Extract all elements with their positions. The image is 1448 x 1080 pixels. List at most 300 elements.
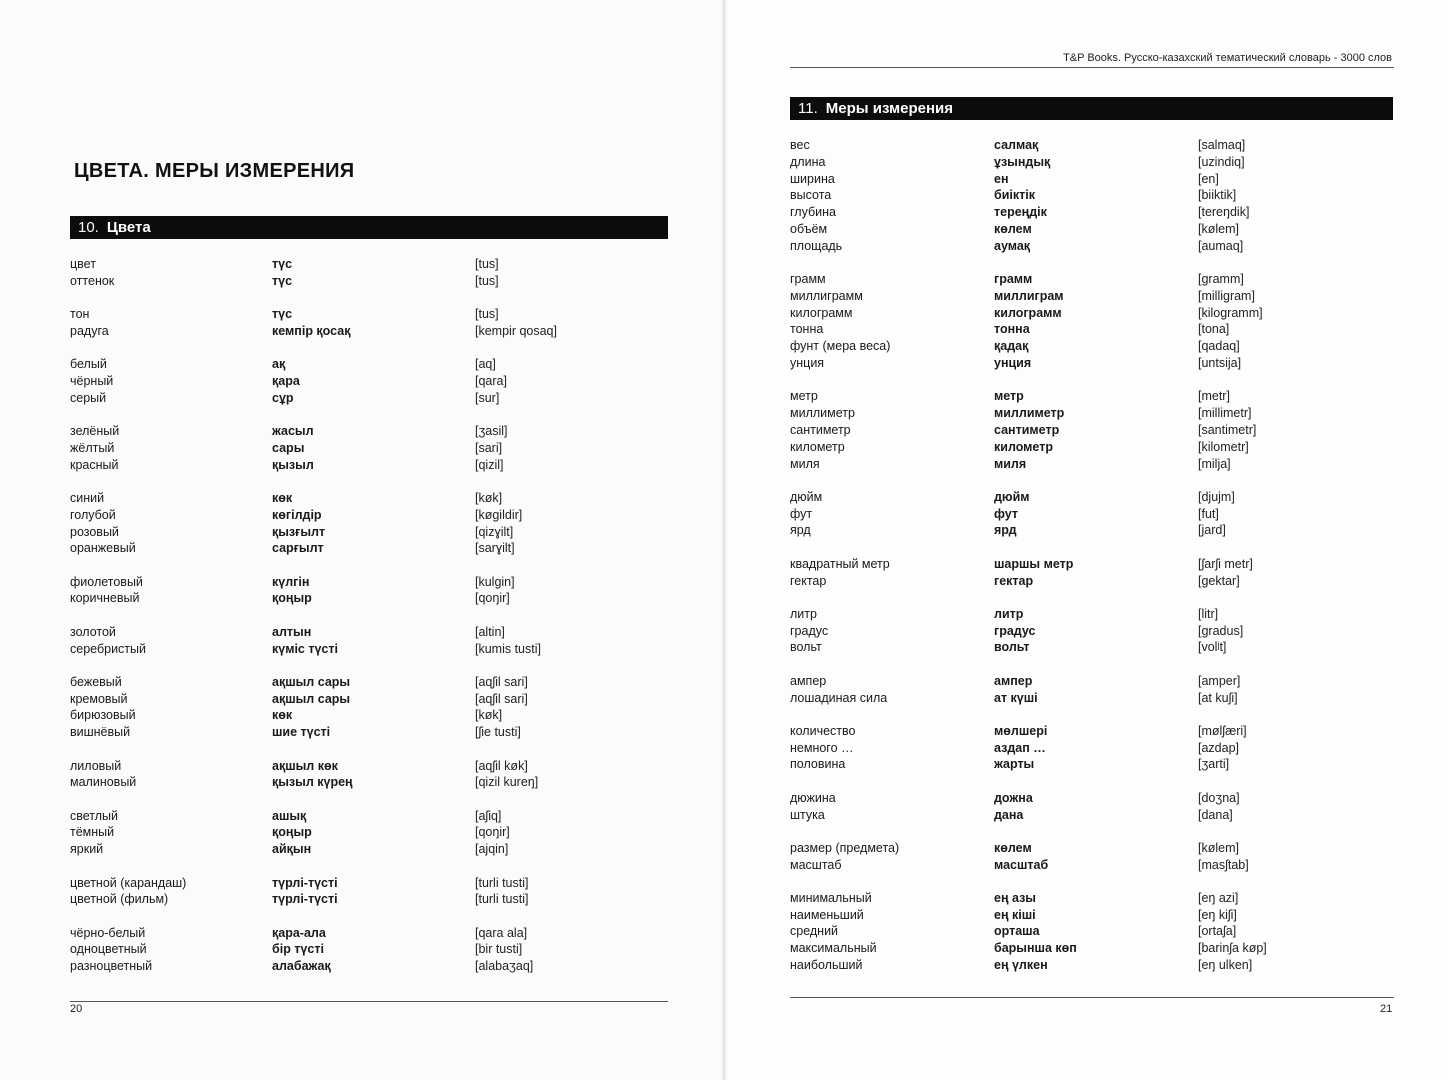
page-number-right: 21 — [1380, 1003, 1393, 1015]
kazakh-word: шие түсті — [272, 725, 331, 740]
vocab-entry — [70, 808, 670, 825]
transcription: [sarɣilt] — [475, 541, 515, 556]
vocab-entry — [790, 940, 1394, 957]
vocab-entry — [790, 489, 1394, 506]
russian-word: малиновый — [70, 775, 137, 790]
russian-word: сантиметр — [790, 422, 851, 437]
kazakh-word: жарты — [994, 757, 1035, 772]
transcription: [dana] — [1198, 807, 1233, 822]
russian-word: синий — [70, 490, 105, 505]
russian-word: миллиграмм — [790, 288, 863, 303]
kazakh-word: шаршы метр — [994, 556, 1074, 571]
transcription: [qizɣilt] — [475, 524, 514, 539]
russian-word: ярд — [790, 523, 811, 538]
vocab-entry — [790, 137, 1394, 154]
vocab-group — [70, 423, 670, 473]
kazakh-word: алтын — [272, 624, 312, 639]
vocab-group — [70, 356, 670, 406]
kazakh-word: ақшыл сары — [272, 691, 351, 706]
vocab-entry — [70, 323, 670, 340]
vocab-group — [790, 840, 1394, 874]
kazakh-word: қызыл күрең — [272, 775, 353, 790]
kazakh-word: мөлшері — [994, 723, 1048, 738]
russian-word: яркий — [70, 842, 104, 857]
vocab-entry — [790, 204, 1394, 221]
vocab-entry — [790, 405, 1394, 422]
transcription: [millimetr] — [1198, 406, 1252, 421]
vocab-entry — [70, 707, 670, 724]
vocab-group — [70, 758, 670, 792]
section-number: 11. — [798, 100, 818, 117]
transcription: [masʃtab] — [1198, 857, 1249, 872]
vocab-entry — [70, 273, 670, 290]
vocab-entry — [70, 306, 670, 323]
russian-word: килограмм — [790, 305, 853, 320]
transcription: [eŋ azi] — [1198, 890, 1239, 905]
russian-word: тёмный — [70, 825, 115, 840]
kazakh-word: қызғылт — [272, 524, 326, 539]
vocab-entry — [70, 774, 670, 791]
section-title: Меры измерения — [825, 100, 954, 117]
kazakh-word: жасыл — [272, 424, 314, 439]
vocab-entry — [790, 355, 1394, 372]
kazakh-word: ярд — [994, 523, 1017, 538]
russian-word: гектар — [790, 573, 827, 588]
kazakh-word: километр — [994, 439, 1053, 454]
vocab-group — [790, 790, 1394, 824]
vocab-entry — [70, 624, 670, 641]
kazakh-word: бір түсті — [272, 942, 324, 957]
vocab-entry — [70, 423, 670, 440]
vocab-entry — [70, 941, 670, 958]
russian-word: минимальный — [790, 890, 872, 905]
vocab-entry — [790, 506, 1394, 523]
transcription: [ʒarti] — [1198, 757, 1230, 772]
transcription: [fut] — [1198, 506, 1219, 521]
russian-word: размер (предмета) — [790, 840, 900, 855]
transcription: [turli tusti] — [475, 875, 529, 890]
russian-word: тон — [70, 307, 90, 322]
kazakh-word: түс — [272, 257, 293, 271]
vocab-entry — [70, 356, 670, 373]
kazakh-word: ақ — [272, 357, 286, 372]
vocab-group — [70, 574, 670, 608]
transcription: [amper] — [1198, 673, 1241, 688]
russian-word: серый — [70, 390, 107, 405]
transcription: [ʃarʃi metr] — [1198, 556, 1253, 571]
russian-word: цветной (фильм) — [70, 892, 169, 907]
kazakh-word: ен — [994, 171, 1009, 186]
transcription: [ʃie tusti] — [475, 725, 521, 740]
transcription: [qoŋir] — [475, 825, 510, 840]
vocab-entry — [790, 171, 1394, 188]
kazakh-word: көк — [272, 490, 293, 505]
russian-word: объём — [790, 221, 828, 236]
kazakh-word: кемпір қосақ — [272, 323, 351, 338]
russian-word: золотой — [70, 624, 116, 639]
kazakh-word: ақшыл көк — [272, 758, 338, 773]
russian-word: дюйм — [790, 489, 823, 504]
vocab-entry — [790, 388, 1394, 405]
kazakh-word: ашық — [272, 808, 307, 823]
russian-word: высота — [790, 188, 832, 203]
transcription: [køk] — [475, 708, 503, 723]
vocab-group — [70, 624, 670, 658]
transcription: [tus] — [475, 273, 499, 288]
kazakh-word: килограмм — [994, 305, 1062, 320]
transcription: [tereŋdik] — [1198, 205, 1250, 220]
vocab-group — [790, 723, 1394, 773]
vocab-entry — [790, 756, 1394, 773]
russian-word: фиолетовый — [70, 574, 143, 589]
kazakh-word: сары — [272, 440, 305, 455]
vocab-entry — [790, 439, 1394, 456]
russian-word: лошадиная сила — [790, 690, 888, 705]
russian-word: тонна — [790, 322, 824, 337]
russian-word: вишнёвый — [70, 725, 131, 740]
russian-word: розовый — [70, 524, 119, 539]
vocab-group — [70, 490, 670, 557]
vocab-entry — [70, 574, 670, 591]
kazakh-word: қоңыр — [272, 591, 312, 606]
vocab-entry — [790, 338, 1394, 355]
section-heading-measures — [790, 97, 1393, 120]
kazakh-word: түрлі-түсті — [272, 875, 338, 890]
vocab-group — [70, 306, 670, 340]
transcription: [tus] — [475, 307, 499, 322]
transcription: [mølʃæri] — [1198, 723, 1247, 738]
kazakh-word: фут — [994, 506, 1018, 521]
vocab-entry — [70, 390, 670, 407]
vocab-entry — [790, 221, 1394, 238]
russian-word: фут — [790, 506, 813, 521]
transcription: [gektar] — [1198, 573, 1240, 588]
kazakh-word: метр — [994, 389, 1024, 404]
transcription: [aʃiq] — [475, 808, 502, 823]
vocab-group — [790, 388, 1394, 472]
vocab-group — [790, 271, 1394, 372]
transcription: [volʲt] — [1198, 640, 1227, 655]
transcription: [biiktik] — [1198, 188, 1237, 203]
russian-word: градус — [790, 623, 829, 638]
transcription: [turli tusti] — [475, 892, 529, 907]
transcription: [gramm] — [1198, 272, 1244, 287]
russian-word: половина — [790, 757, 846, 772]
transcription: [aumaq] — [1198, 238, 1244, 253]
transcription: [qizil] — [475, 457, 504, 472]
russian-word: серебристый — [70, 641, 147, 656]
chapter-title: ЦВЕТА. МЕРЫ ИЗМЕРЕНИЯ — [74, 160, 355, 182]
vocab-entry — [70, 373, 670, 390]
vocab-entry — [790, 690, 1394, 707]
transcription: [uzindiq] — [1198, 154, 1245, 169]
russian-word: ампер — [790, 673, 827, 688]
transcription: [kumis tusti] — [475, 641, 541, 656]
russian-word: дюжина — [790, 790, 836, 805]
transcription: [sur] — [475, 390, 500, 405]
russian-word: метр — [790, 389, 818, 404]
kazakh-word: күміс түсті — [272, 641, 338, 656]
transcription: [ajqin] — [475, 842, 509, 857]
transcription: [kilogramm] — [1198, 305, 1263, 320]
kazakh-word: түрлі-түсті — [272, 892, 338, 907]
transcription: [kilometr] — [1198, 439, 1249, 454]
vocab-entry — [790, 857, 1394, 874]
kazakh-word: дюйм — [994, 489, 1030, 504]
vocab-list-colors — [70, 256, 670, 992]
kazakh-word: ең үлкен — [994, 958, 1048, 973]
transcription: [kempir qosaq] — [475, 323, 557, 338]
russian-word: квадратный метр — [790, 556, 890, 571]
russian-word: унция — [790, 356, 825, 371]
russian-word: красный — [70, 457, 119, 472]
russian-word: белый — [70, 357, 107, 372]
kazakh-word: күлгін — [272, 574, 310, 589]
vocab-entry — [790, 573, 1394, 590]
transcription: [jard] — [1198, 523, 1226, 538]
vocab-entry — [790, 288, 1394, 305]
vocab-entry — [790, 740, 1394, 757]
russian-word: жёлтый — [70, 440, 115, 455]
transcription: [azdap] — [1198, 740, 1240, 755]
transcription: [bir tusti] — [475, 942, 523, 957]
vocab-entry — [790, 907, 1394, 924]
kazakh-word: сантиметр — [994, 422, 1060, 437]
vocab-entry — [790, 321, 1394, 338]
vocab-entry — [70, 691, 670, 708]
transcription: [aqʃil sari] — [475, 691, 528, 706]
kazakh-word: көлем — [994, 840, 1032, 855]
kazakh-word: унция — [994, 356, 1032, 371]
vocab-entry — [70, 256, 670, 273]
vocab-group — [790, 673, 1394, 707]
russian-word: ширина — [790, 171, 835, 186]
kazakh-word: қара — [272, 373, 300, 388]
transcription: [ortaʃa] — [1198, 924, 1237, 939]
vocab-entry — [70, 674, 670, 691]
transcription: [alabaʒaq] — [475, 959, 534, 974]
transcription: [litr] — [1198, 606, 1219, 621]
kazakh-word: алабажақ — [272, 959, 331, 974]
transcription: [kølem] — [1198, 221, 1239, 236]
kazakh-word: ұзындық — [994, 154, 1051, 169]
russian-word: оттенок — [70, 273, 115, 288]
kazakh-word: биіктік — [994, 188, 1035, 203]
russian-word: вольт — [790, 640, 822, 655]
transcription: [milja] — [1198, 456, 1231, 471]
russian-word: цветной (карандаш) — [70, 875, 187, 890]
footer-rule — [70, 1001, 668, 1002]
russian-word: разноцветный — [70, 959, 153, 974]
kazakh-word: көлем — [994, 221, 1032, 236]
transcription: [sari] — [475, 440, 503, 455]
russian-word: километр — [790, 439, 845, 454]
kazakh-word: сұр — [272, 390, 294, 405]
russian-word: средний — [790, 924, 839, 939]
vocab-entry — [790, 957, 1394, 974]
vocab-entry — [70, 958, 670, 975]
header-rule — [790, 67, 1394, 68]
vocab-entry — [790, 890, 1394, 907]
vocab-entry — [70, 925, 670, 942]
transcription: [at kuʃi] — [1198, 690, 1238, 705]
vocab-entry — [790, 522, 1394, 539]
section-title: Цвета — [106, 219, 151, 236]
kazakh-word: тереңдік — [994, 205, 1047, 220]
vocab-entry — [790, 606, 1394, 623]
kazakh-word: түс — [272, 307, 293, 322]
vocab-entry — [70, 875, 670, 892]
transcription: [kølem] — [1198, 840, 1239, 855]
vocab-group — [790, 606, 1394, 656]
russian-word: вес — [790, 138, 810, 152]
vocab-entry — [70, 507, 670, 524]
vocab-entry — [790, 456, 1394, 473]
vocab-entry — [790, 840, 1394, 857]
kazakh-word: барынша көп — [994, 941, 1077, 956]
vocab-entry — [790, 422, 1394, 439]
transcription: [djujm] — [1198, 489, 1235, 504]
book-spine — [722, 0, 726, 1080]
vocab-entry — [790, 923, 1394, 940]
transcription: [barinʃa køp] — [1198, 941, 1267, 956]
vocab-entry — [790, 271, 1394, 288]
russian-word: оранжевый — [70, 541, 136, 556]
russian-word: максимальный — [790, 941, 877, 956]
kazakh-word: миля — [994, 456, 1027, 471]
russian-word: миллиметр — [790, 406, 855, 421]
kazakh-word: вольт — [994, 640, 1030, 655]
russian-word: зелёный — [70, 424, 120, 439]
transcription: [qara] — [475, 373, 507, 388]
vocab-entry — [70, 440, 670, 457]
transcription: [aq] — [475, 357, 496, 372]
russian-word: литр — [790, 606, 817, 621]
transcription: [qadaq] — [1198, 339, 1240, 354]
transcription: [altin] — [475, 624, 505, 639]
transcription: [santimetr] — [1198, 422, 1257, 437]
vocab-entry — [70, 891, 670, 908]
russian-word: длина — [790, 154, 826, 169]
kazakh-word: дана — [994, 807, 1024, 822]
russian-word: радуга — [70, 323, 109, 338]
vocab-group — [790, 890, 1394, 974]
russian-word: количество — [790, 723, 856, 738]
vocab-entry — [790, 556, 1394, 573]
russian-word: бежевый — [70, 674, 122, 689]
vocab-group — [790, 137, 1394, 255]
vocab-entry — [70, 641, 670, 658]
russian-word: миля — [790, 456, 820, 471]
vocab-group — [70, 925, 670, 975]
vocab-entry — [70, 758, 670, 775]
transcription: [aqʃil sari] — [475, 674, 528, 689]
kazakh-word: ат күші — [994, 690, 1038, 705]
vocab-entry — [790, 238, 1394, 255]
transcription: [eŋ ulken] — [1198, 958, 1253, 973]
kazakh-word: тонна — [994, 322, 1030, 337]
kazakh-word: сарғылт — [272, 541, 324, 556]
vocab-entry — [790, 154, 1394, 171]
vocab-group — [70, 875, 670, 909]
vocab-entry — [790, 623, 1394, 640]
transcription: [ʒasil] — [475, 424, 508, 439]
vocab-entry — [70, 457, 670, 474]
transcription: [tona] — [1198, 322, 1230, 337]
kazakh-word: градус — [994, 623, 1036, 638]
russian-word: светлый — [70, 808, 118, 823]
kazakh-word: миллиграм — [994, 288, 1064, 303]
vocab-entry — [790, 723, 1394, 740]
footer-rule — [790, 997, 1394, 998]
russian-word: немного … — [790, 740, 854, 755]
kazakh-word: ең кіші — [994, 907, 1036, 922]
kazakh-word: айқын — [272, 842, 312, 857]
kazakh-word: орташа — [994, 924, 1040, 939]
russian-word: наименьший — [790, 907, 864, 922]
vocab-group — [790, 489, 1394, 539]
kazakh-word: миллиметр — [994, 406, 1065, 421]
kazakh-word: көгілдір — [272, 507, 322, 522]
transcription: [doʒna] — [1198, 790, 1240, 805]
vocab-entry — [70, 824, 670, 841]
vocab-entry — [70, 724, 670, 741]
kazakh-word: грамм — [994, 272, 1033, 287]
transcription: [untsija] — [1198, 356, 1242, 371]
kazakh-word: қадақ — [994, 339, 1029, 354]
vocab-group — [70, 674, 670, 741]
russian-word: лиловый — [70, 758, 122, 773]
transcription: [en] — [1198, 171, 1219, 186]
transcription: [salmaq] — [1198, 138, 1246, 152]
russian-word: коричневый — [70, 591, 140, 606]
vocab-entry — [70, 590, 670, 607]
transcription: [qoŋir] — [475, 591, 510, 606]
kazakh-word: дожна — [994, 790, 1033, 805]
kazakh-word: көк — [272, 708, 293, 723]
russian-word: бирюзовый — [70, 708, 136, 723]
running-header: T&P Books. Русско-казахский тематический словарь - 3000 слов — [1063, 52, 1392, 64]
vocab-group — [70, 808, 670, 858]
vocab-entry — [70, 841, 670, 858]
russian-word: масштаб — [790, 857, 842, 872]
kazakh-word: гектар — [994, 573, 1034, 588]
vocab-list-measures — [790, 137, 1394, 990]
section-heading-colors — [70, 216, 668, 239]
russian-word: чёрно-белый — [70, 925, 146, 940]
kazakh-word: аумақ — [994, 238, 1031, 253]
transcription: [gradus] — [1198, 623, 1244, 638]
kazakh-word: салмақ — [994, 138, 1039, 152]
kazakh-word: ампер — [994, 673, 1033, 688]
vocab-entry — [790, 807, 1394, 824]
transcription: [køgildir] — [475, 507, 523, 522]
russian-word: цвет — [70, 257, 96, 271]
vocab-entry — [790, 790, 1394, 807]
kazakh-word: ең азы — [994, 890, 1036, 905]
transcription: [eŋ kiʃi] — [1198, 907, 1237, 922]
transcription: [kulgin] — [475, 574, 515, 589]
transcription: [qizil kureŋ] — [475, 775, 539, 790]
transcription: [aqʃil køk] — [475, 758, 528, 773]
kazakh-word: қара-ала — [272, 925, 326, 940]
vocab-entry — [70, 540, 670, 557]
section-number: 10. — [78, 219, 99, 236]
vocab-entry — [790, 305, 1394, 322]
russian-word: фунт (мера веса) — [790, 339, 891, 354]
russian-word: голубой — [70, 507, 116, 522]
vocab-entry — [70, 490, 670, 507]
